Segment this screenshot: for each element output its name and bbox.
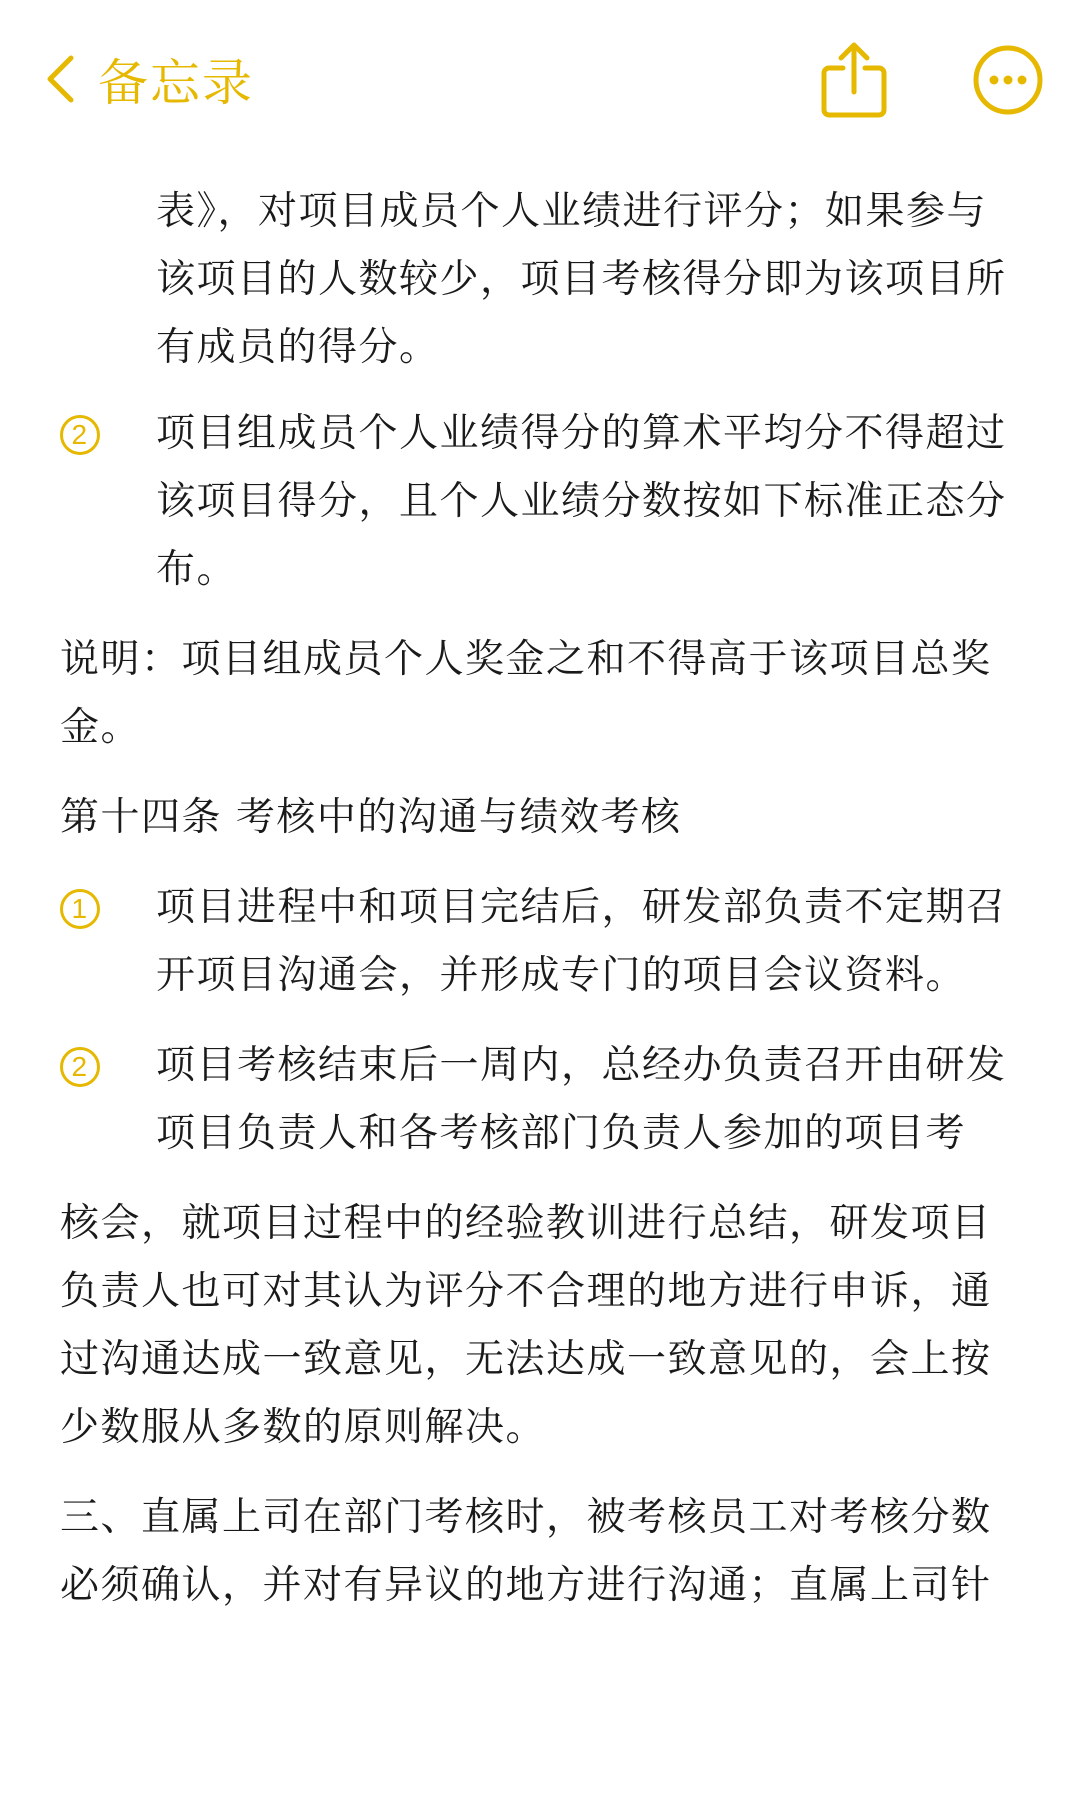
list-item-continued — [60, 178, 1025, 382]
note-paragraph: 说明：项目组成员个人奖金之和不得高于该项目总奖金。 — [60, 637, 992, 750]
list-item-text: 项目考核结束后一周内，总经办负责召开由研发项目负责人和各考核部门负责人参加的项目考 — [156, 1043, 1007, 1156]
list-marker: 1 — [60, 889, 100, 929]
list-item-text: 表》，对项目成员个人业绩进行评分；如果参与该项目的人数较少，项目考核得分即为该项目所有成员的得分。 — [156, 189, 1007, 370]
more-button[interactable] — [972, 44, 1044, 116]
list-marker: 2 — [60, 1047, 100, 1087]
list-item-text: 项目进程中和项目完结后，研发部负责不定期召开项目沟通会，并形成专门的项目会议资料。 — [156, 885, 1007, 998]
note-body[interactable] — [60, 178, 1025, 1620]
share-button[interactable] — [816, 40, 892, 120]
note-paragraph: 三、直属上司在部门考核时，被考核员工对考核分数必须确认，并对有异议的地方进行沟通；直属上司针 — [60, 1495, 992, 1608]
list-item-text: 项目组成员个人业绩得分的算术平均分不得超过该项目得分，且个人业绩分数按如下标准正态分布。 — [156, 411, 1007, 592]
more-ellipsis-icon — [972, 44, 1044, 116]
article-heading: 第十四条 考核中的沟通与绩效考核 — [60, 795, 682, 840]
back-label: 备忘录 — [98, 54, 254, 112]
back-button[interactable] — [40, 44, 254, 114]
chevron-left-icon — [40, 51, 80, 107]
list-item — [60, 1032, 1025, 1168]
list-marker: 2 — [60, 415, 100, 455]
share-icon — [816, 40, 892, 120]
note-paragraph: 核会，就项目过程中的经验教训进行总结，研发项目负责人也可对其认为评分不合理的地方进行申诉，通过沟通达成一致意见，无法达成一致意见的，会上按少数服从多数的原则解决。 — [60, 1201, 992, 1450]
list-item — [60, 400, 1025, 604]
list-item — [60, 874, 1025, 1010]
navigation-bar — [0, 0, 1080, 160]
